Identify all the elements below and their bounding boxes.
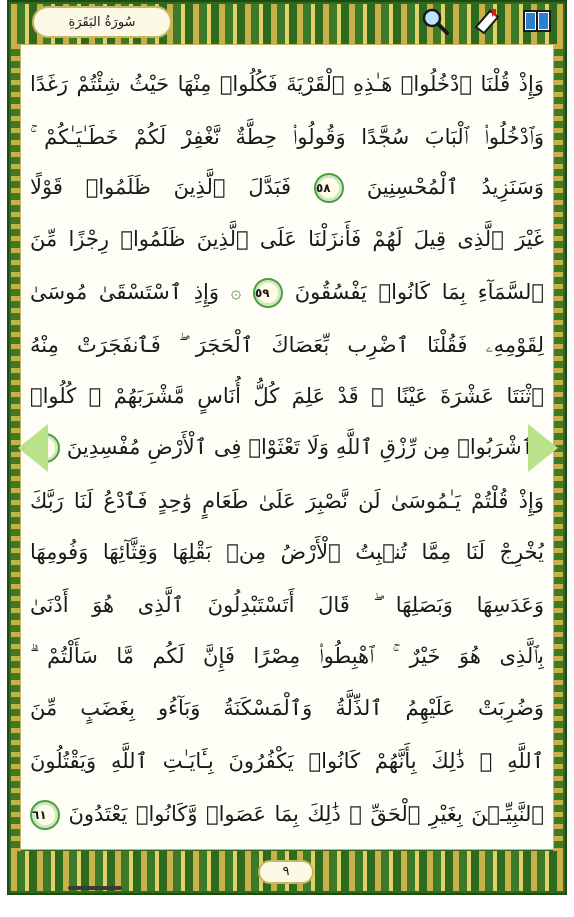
text-line-1: وَإِذْ قُلْنَا ٱدْخُلُوا۟ هَـٰذِهِ ٱلْقَرْيَةَ فَكُلُوا۟ مِنْهَا حَيْثُ شِئْتُمْ رَغَدًا bbox=[30, 72, 544, 96]
text-line-15 bbox=[30, 794, 544, 834]
ayah-marker-60: ٦٠ bbox=[30, 433, 60, 463]
text-line-11: وَعَدَسِهَا وَبَصَلِهَا ۖ قَالَ أَتَسْتَبْدِلُونَ ٱلَّذِى هُوَ أَدْنَىٰ bbox=[30, 593, 544, 617]
scroll-indicator[interactable] bbox=[68, 886, 122, 890]
line-3-start: وَسَنَزِيدُ ٱلْمُحْسِنِينَ bbox=[366, 175, 544, 199]
text-line-12: بِٱلَّذِى هُوَ خَيْرٌ ۚ ٱهْبِطُوا۟ مِصْرًا فَإِنَّ لَكُم مَّا سَأَلْتُمْ ۗ bbox=[30, 644, 544, 668]
text-line-5 bbox=[30, 272, 544, 312]
text-line-2: وَٱدْخُلُوا۟ ٱلْبَابَ سُجَّدًا وَقُولُوا۟ حِطَّةٌ نَّغْفِرْ لَكُمْ خَطَـٰيَـٰكُمْ ۚ bbox=[30, 125, 544, 149]
text-line-6: لِقَوْمِهِۦ فَقُلْنَا ٱضْرِب بِّعَصَاكَ ٱلْحَجَرَ ۖ فَٱنفَجَرَتْ مِنْهُ bbox=[30, 333, 544, 357]
ayah-marker-58: ٥٨ bbox=[314, 173, 344, 203]
text-line-14: ٱللَّهِ ۗ ذَٰلِكَ بِأَنَّهُمْ كَانُوا۟ يَكْفُرُونَ بِـَٔايَـٰتِ ٱللَّهِ وَيَقْتُلُونَ bbox=[30, 749, 544, 773]
previous-page-arrow[interactable] bbox=[528, 424, 558, 472]
text-line-13: وَضُرِبَتْ عَلَيْهِمُ ٱلذِّلَّةُ وَٱلْمَسْكَنَةُ وَبَآءُو بِغَضَبٍ مِّنَ bbox=[30, 696, 544, 720]
text-line-9: وَإِذْ قُلْتُمْ يَـٰمُوسَىٰ لَن نَّصْبِرَ عَلَىٰ طَعَامٍ وَٰحِدٍ فَٱدْعُ لَنَا رَبَّكَ bbox=[30, 489, 544, 513]
line-8-text: وَٱشْرَبُوا۟ مِن رِّزْقِ ٱللَّهِ وَلَا تَعْثَوْا۟ فِى ٱلْأَرْضِ مُفْسِدِينَ bbox=[66, 435, 544, 459]
text-line-7: ٱثْنَتَا عَشْرَةَ عَيْنًا ۖ قَدْ عَلِمَ كُلُّ أُنَاسٍ مَّشْرَبَهُمْ ۖ كُلُوا۟ bbox=[30, 384, 544, 408]
ayah-marker-61: ٦١ bbox=[30, 800, 60, 830]
surah-name-label: سُورَةُ البَقَرَةِ bbox=[32, 6, 172, 38]
page-number: ٩ bbox=[258, 860, 314, 884]
next-page-arrow[interactable] bbox=[18, 424, 48, 472]
rub-hizb-icon: ۞ bbox=[230, 282, 242, 303]
text-line-4: غَيْرَ ٱلَّذِى قِيلَ لَهُمْ فَأَنزَلْنَا عَلَى ٱلَّذِينَ ظَلَمُوا۟ رِجْزًا مِّنَ bbox=[30, 227, 544, 251]
text-line-10: يُخْرِجْ لَنَا مِمَّا تُنۢبِتُ ٱلْأَرْضُ مِنۢ بَقْلِهَا وَقِثَّآئِهَا وَفُومِهَا bbox=[30, 540, 544, 564]
line-5-end: وَإِذِ ٱسْتَسْقَىٰ مُوسَىٰ bbox=[30, 280, 220, 304]
bookmark-icon[interactable] bbox=[470, 5, 504, 37]
book-icon[interactable] bbox=[520, 5, 554, 37]
line-5-start: ٱلسَّمَآءِ بِمَا كَانُوا۟ يَفْسُقُونَ bbox=[294, 280, 544, 304]
search-icon[interactable] bbox=[418, 5, 452, 37]
ayah-marker-59: ٥٩ bbox=[253, 278, 283, 308]
line-15-text: ٱلنَّبِيِّـۧنَ بِغَيْرِ ٱلْحَقِّ ۗ ذَٰلِكَ بِمَا عَصَوا۟ وَّكَانُوا۟ يَعْتَدُونَ bbox=[68, 802, 544, 826]
line-3-end: فَبَدَّلَ ٱلَّذِينَ ظَلَمُوا۟ قَوْلًا bbox=[30, 175, 292, 199]
text-line-8 bbox=[30, 427, 544, 467]
text-line-3 bbox=[30, 167, 544, 207]
